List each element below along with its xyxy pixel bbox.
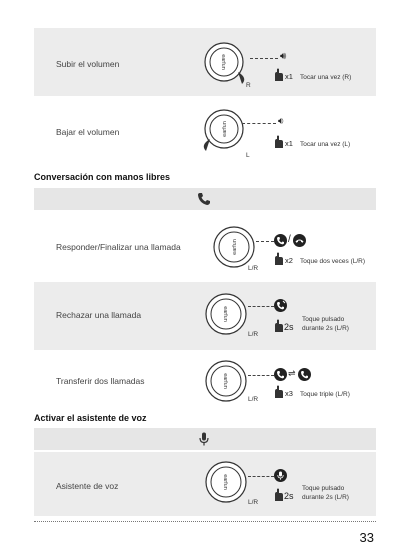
gesture-description: Tocar una vez (R): [300, 74, 352, 81]
earbud-illustration: [202, 288, 252, 340]
gesture-description: Toque dos veces (L/R): [300, 258, 366, 265]
section-heading-handsfree: Conversación con manos libres: [34, 172, 171, 182]
row-label: Subir el volumen: [56, 59, 120, 69]
volume-up-row: [34, 28, 376, 96]
gesture-description: Tocar una vez (L): [300, 141, 351, 148]
handsfree-icon-bar: [34, 188, 376, 210]
volume-up-icon: 🔊︎: [280, 51, 287, 62]
hold-duration: 2s: [284, 322, 294, 332]
tap-hand-icon: [272, 135, 284, 149]
gesture-description-line-1: Toque pulsado: [302, 485, 345, 492]
gesture-description-line-2: durante 2s (L/R): [302, 494, 349, 501]
earbud-illustration: [202, 355, 252, 407]
phone-icon: [197, 192, 211, 206]
reject-call-icon: [274, 299, 287, 312]
earbud-illustration: [202, 456, 252, 508]
tap-hand-icon: [272, 252, 284, 266]
section-heading-voice: Activar el asistente de voz: [34, 413, 147, 423]
tap-count: x2: [285, 256, 293, 265]
microphone-icon: [198, 432, 210, 446]
row-label: Transferir dos llamadas: [56, 376, 145, 386]
volume-down-icon: 🔉︎: [278, 116, 285, 127]
tap-hand-icon: [272, 319, 284, 333]
answer-call-icon: [274, 234, 287, 247]
side-indicator: L/R: [248, 499, 259, 506]
tap-count: x3: [285, 389, 293, 398]
row-label: Rechazar una llamada: [56, 310, 142, 320]
transfer-calls-row: [34, 351, 376, 413]
swap-arrows-icon: ⇌: [288, 368, 296, 378]
side-indicator: L/R: [248, 331, 259, 338]
svg-text:earfun: earfun: [222, 474, 228, 490]
svg-text:earfun: earfun: [222, 306, 228, 322]
row-label: Asistente de voz: [56, 481, 119, 491]
gesture-description: Toque triple (L/R): [300, 391, 350, 398]
held-call-icon: [298, 368, 311, 381]
voice-icon-bar: [34, 428, 376, 450]
tap-count: x1: [285, 72, 293, 81]
slash-separator: /: [288, 234, 291, 245]
tap-count: x1: [285, 139, 293, 148]
tap-hand-icon: [272, 488, 284, 502]
earbud-illustration: [202, 38, 256, 88]
active-call-icon: [274, 368, 287, 381]
side-indicator: R: [246, 82, 251, 89]
svg-text:earfun: earfun: [222, 121, 228, 137]
end-call-icon: [293, 234, 306, 247]
side-indicator: L/R: [248, 265, 259, 272]
dashed-pointer: [248, 375, 274, 376]
page-number: 33: [359, 530, 374, 545]
earbud-illustration: [194, 105, 248, 155]
svg-text:earfun: earfun: [232, 239, 238, 255]
side-indicator: L/R: [248, 396, 259, 403]
gesture-description-line-2: durante 2s (L/R): [302, 325, 349, 332]
hold-duration: 2s: [284, 491, 294, 501]
tap-hand-icon: [272, 68, 284, 82]
dashed-pointer: [250, 58, 278, 59]
volume-down-row: [34, 97, 376, 163]
row-label: Bajar el volumen: [56, 127, 120, 137]
svg-text:earfun: earfun: [222, 373, 228, 389]
voice-assistant-row: [34, 452, 376, 516]
dashed-pointer: [248, 476, 274, 477]
answer-call-row: [34, 215, 376, 281]
gesture-description-line-1: Toque pulsado: [302, 316, 345, 323]
svg-text:earfun: earfun: [220, 54, 226, 70]
side-indicator: L: [246, 152, 250, 159]
row-label: Responder/Finalizar una llamada: [56, 242, 181, 252]
voice-assistant-icon: [274, 469, 287, 482]
dashed-pointer: [248, 306, 274, 307]
reject-call-row: [34, 282, 376, 350]
dashed-pointer: [256, 241, 274, 242]
footer-divider: [34, 521, 376, 522]
dashed-pointer: [242, 123, 276, 124]
tap-hand-icon: [272, 385, 284, 399]
